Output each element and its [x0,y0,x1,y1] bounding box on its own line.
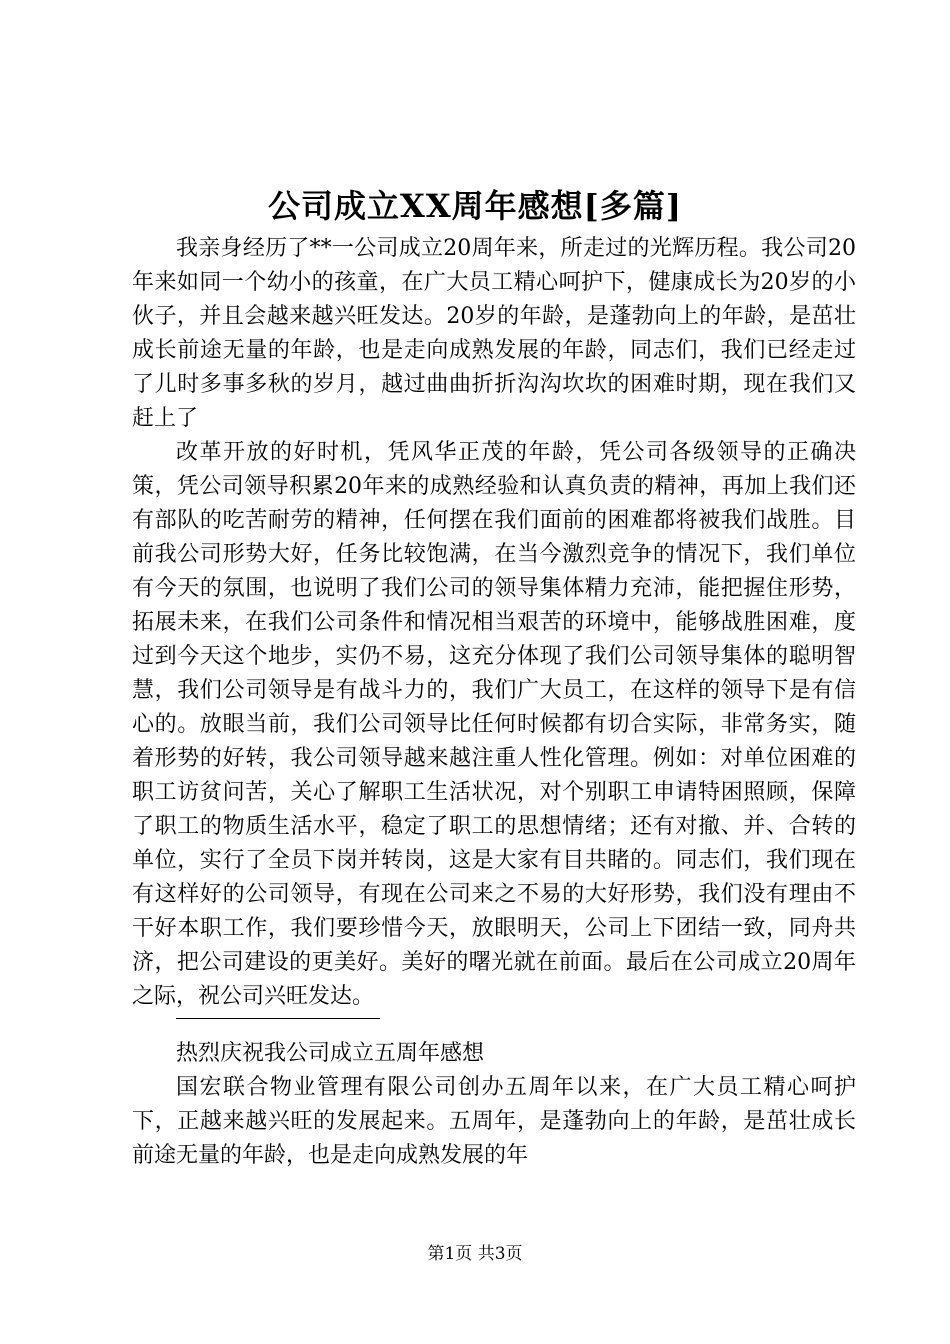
section-paragraph: 国宏联合物业管理有限公司创办五周年以来，在广大员工精心呵护下，正越来越兴旺的发展起来。五周年，是蓬勃向上的年龄，是茁壮成长前途无量的年龄，也是走向成熟发展的年 [132,1075,856,1168]
paragraph-2: 改革开放的好时机，凭风华正茂的年龄，凭公司各级领导的正确决策，凭公司领导积累20年来的成熟经验和认真负责的精神，再加上我们还有部队的吃苦耐劳的精神，任何摆在我们面前的困难都将被我们战胜。目前我公司形势大好，任务比较饱满，在当今激烈竞争的情况下，我们单位有今天的氛围，也说明了我们公司的领导集体精力充沛，能把握住形势，拓展未来，在我们公司条件和情况相当艰苦的环境中，能够战胜困难，度过到今天这个地步，实仍不易，这充分体现了我们公司领导集体的聪明智慧，我们公司领导是有战斗力的，我们广大员工，在这样的领导下是有信心的。放眼当前，我们公司领导比任何时候都有切合实际，非常务实，随着形势的好转，我公司领导越来越注重人性化管理。例如：对单位困难的职工访贫问苦，关心了解职工生活状况，对个别职工申请特困照顾，保障了职工的物质生活水平，稳定了职工的思想情绪；还有对撤、并、合转的单位，实行了全员下岗并转岗，这是大家有目共睹的。同志们，我们现在有这样好的公司领导，有现在公司来之不易的大好形势，我们没有理由不干好本职工作，我们要珍惜今天，放眼明天，公司上下团结一致，同舟共济，把公司建设的更美好。美好的曙光就在前面。最后在公司成立20周年之际，祝公司兴旺发达。 [132,440,856,1009]
page-number-footer: 第1页 共3页 [427,1244,523,1264]
document-body [132,232,856,1173]
paragraph-1: 我亲身经历了**一公司成立20周年来，所走过的光辉历程。我公司20年来如同一个幼小的孩童，在广大员工精心呵护下，健康成长为20岁的小伙子，并且会越来越兴旺发达。20岁的年龄，是蓬勃向上的年龄，是茁壮成长前途无量的年龄，也是走向成熟发展的年龄，同志们，我们已经走过了儿时多事多秋的岁月，越过曲曲折折沟沟坎坎的困难时期，现在我们又赶上了 [132,236,856,431]
section-title: 热烈庆祝我公司成立五周年感想 [176,1041,485,1066]
section-divider [176,1018,380,1037]
document-title: 公司成立XX周年感想[多篇] [268,187,682,225]
